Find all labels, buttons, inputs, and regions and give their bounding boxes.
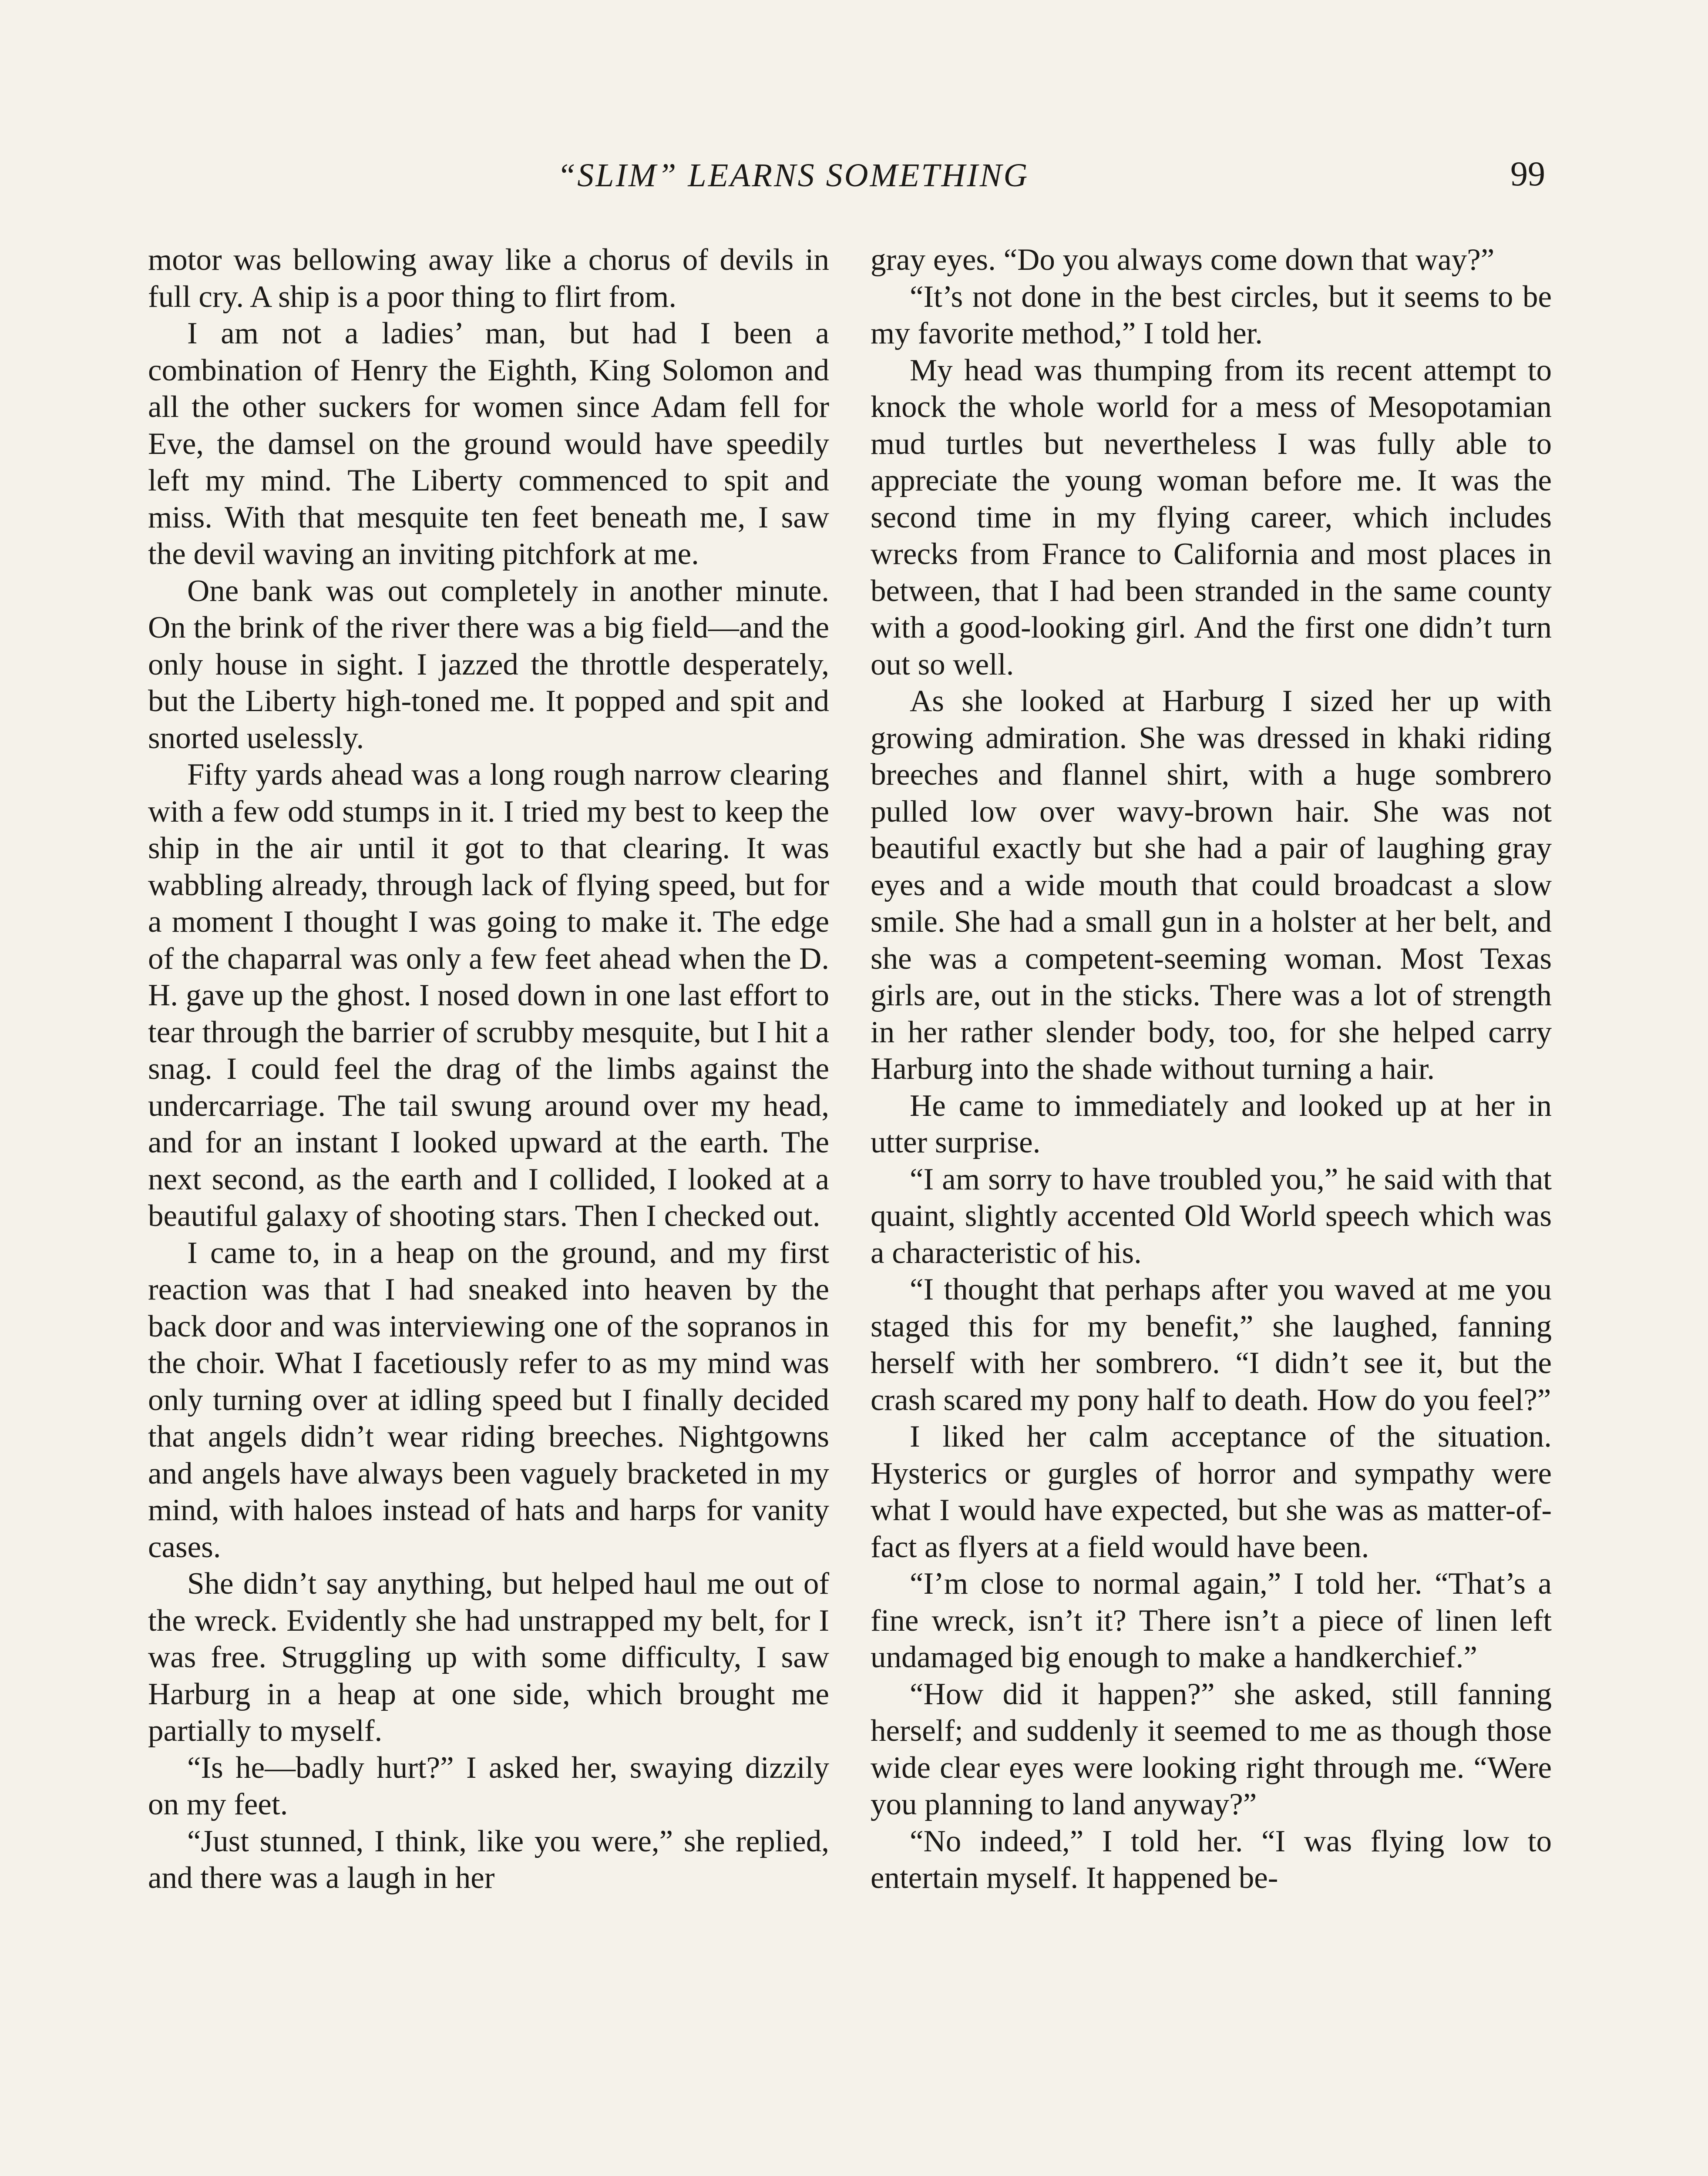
paragraph: Fifty yards ahead was a long rough narrow clearing with a few odd stumps in it. I tried my best to keep the ship in the air until it got to that clearing. It was wabbling already, through lack of flying speed, but for a moment I thought I was going to make it. The edge of the chaparral was only a few feet ahead when the D. H. gave up the ghost. I nosed down in one last effort to tear through the barrier of scrubby mesquite, but I hit a snag. I could feel the drag of the limbs against the undercarriage. The tail swung around over my head, and for an instant I looked upward at the earth. The next second, as the earth and I collided, I looked at a beautiful galaxy of shooting stars. Then I checked out. <box>148 758 829 1233</box>
paragraph: He came to immediately and looked up at her in utter surprise. <box>871 1088 1552 1159</box>
paragraph: “How did it happen?” she asked, still fanning herself; and suddenly it seemed to me as though those wide clear eyes were looking right through me. “Were you planning to land anyway?” <box>871 1677 1552 1821</box>
text-column-left <box>148 242 829 1897</box>
running-title: “SLIM” LEARNS SOMETHING <box>557 157 1029 194</box>
page-number: 99 <box>1510 155 1545 193</box>
paragraph: “No indeed,” I told her. “I was flying low to entertain myself. It happened be- <box>871 1824 1552 1895</box>
paragraph: “Is he—badly hurt?” I asked her, swaying dizzily on my feet. <box>148 1750 829 1821</box>
paragraph: She didn’t say anything, but helped haul me out of the wreck. Evidently she had unstrapped my belt, for I was free. Struggling up with some difficulty, I saw Harburg in a heap at one side, which brought me partially to myself. <box>148 1567 829 1748</box>
text-column-right <box>871 242 1552 1897</box>
paragraph: “It’s not done in the best circles, but it seems to be my favorite method,” I told her. <box>871 279 1552 350</box>
paragraph: I liked her calm acceptance of the situation. Hysterics or gurgles of horror and sympathy were what I would have expected, but she was as matter-of-fact as flyers at a field would have been. <box>871 1420 1552 1564</box>
paragraph: “I am sorry to have troubled you,” he said with that quaint, slightly accented Old World speech which was a characteristic of his. <box>871 1162 1552 1270</box>
paragraph: “I’m close to normal again,” I told her. “That’s a fine wreck, isn’t it? There isn’t a piece of linen left undamaged big enough to make a handkerchief.” <box>871 1567 1552 1674</box>
paragraph: My head was thumping from its recent attempt to knock the whole world for a mess of Mesopotamian mud turtles but nevertheless I was fully able to appreciate the young woman before me. It was the second time in my flying career, which includes wrecks from France to California and most places in between, that I had been stranded in the same county with a good-looking girl. And the first one didn’t turn out so well. <box>871 353 1552 682</box>
paragraph: I am not a ladies’ man, but had I been a combination of Henry the Eighth, King Solomon and all the other suckers for women since Adam fell for Eve, the damsel on the ground would have speedily left my mind. The Liberty commenced to spit and miss. With that mesquite ten feet beneath me, I saw the devil waving an inviting pitchfork at me. <box>148 316 829 571</box>
paragraph: “Just stunned, I think, like you were,” she replied, and there was a laugh in her <box>148 1824 829 1895</box>
paragraph: I came to, in a heap on the ground, and my first reaction was that I had sneaked into heaven by the back door and was interviewing one of the sopranos in the choir. What I facetiously refer to as my mind was only turning over at idling speed but I finally decided that angels didn’t wear riding breeches. Nightgowns and angels have always been vaguely bracketed in my mind, with haloes instead of hats and harps for vanity cases. <box>148 1236 829 1564</box>
paragraph: One bank was out completely in another minute. On the brink of the river there was a big field—and the only house in sight. I jazzed the throttle desperately, but the Liberty high-toned me. It popped and spit and snorted uselessly. <box>148 574 829 755</box>
paragraph: gray eyes. “Do you always come down that way?” <box>871 243 1495 277</box>
paragraph: motor was bellowing away like a chorus of devils in full cry. A ship is a poor thing to flirt from. <box>148 243 829 314</box>
paragraph: “I thought that perhaps after you waved at me you staged this for my benefit,” she laughed, fanning herself with her sombrero. “I didn’t see it, but the crash scared my pony half to death. How do you feel?” <box>871 1273 1552 1417</box>
paragraph: As she looked at Harburg I sized her up with growing admiration. She was dressed in khaki riding breeches and flannel shirt, with a huge sombrero pulled low over wavy-brown hair. She was not beautiful exactly but she had a pair of laughing gray eyes and a wide mouth that could broadcast a slow smile. She had a small gun in a holster at her belt, and she was a competent-seeming woman. Most Texas girls are, out in the sticks. There was a lot of strength in her rather slender body, too, for she helped carry Harburg into the shade without turning a hair. <box>871 684 1552 1086</box>
